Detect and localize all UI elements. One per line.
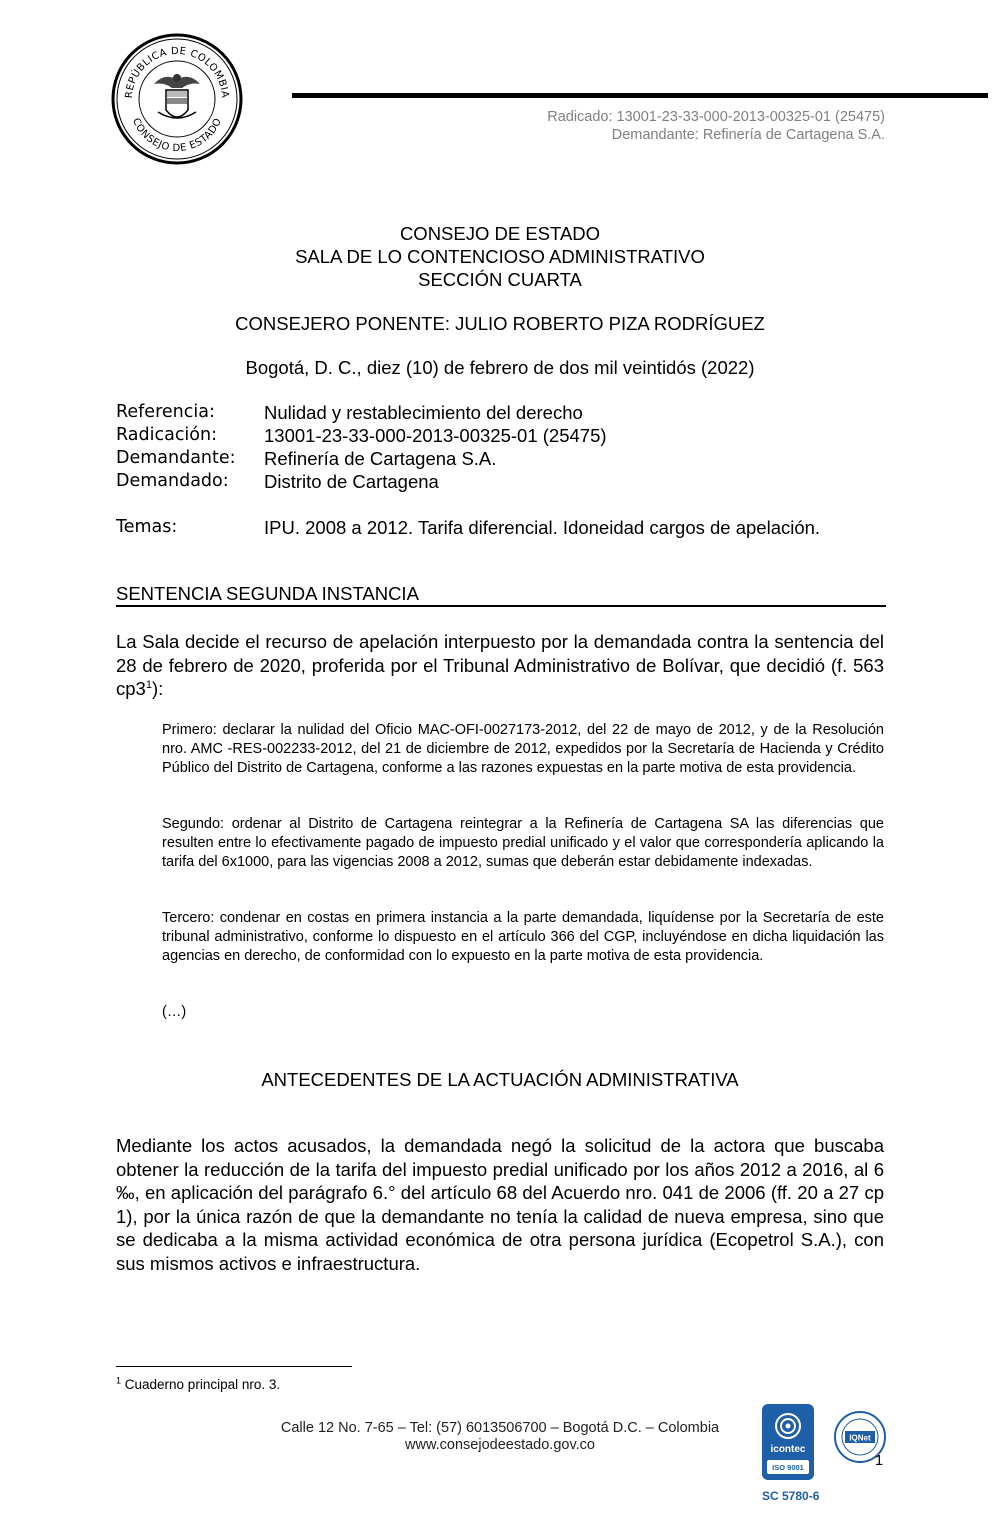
reference-row — [116, 447, 607, 470]
reference-value: Refinería de Cartagena S.A. — [264, 448, 497, 469]
footnote-rule — [116, 1366, 352, 1367]
reference-row — [116, 401, 607, 424]
court-line-1: CONSEJO DE ESTADO — [399, 223, 601, 244]
body-paragraph: Mediante los actos acusados, la demandada negó la solicitud de la actora que buscaba obtener la reducción de la tarifa del impuesto predial unificado por los años 2012 a 2016, al 6 ‰, en aplicación del parágrafo 6.° del artículo 68 del Acuerdo nro. 041 de 2006 (ff. 20 a 27 cp 1), por la única razón de que la demandante no tenía la calidad de nueva empresa, sino que se dedicaba a la misma actividad económica de otra persona jurídica (Ecopetrol S.A.), con sus mismos activos e infraestructura. — [116, 1135, 884, 1274]
header-demandante: Demandante: Refinería de Cartagena S.A. — [611, 127, 885, 143]
consejero-ponente: CONSEJERO PONENTE: JULIO ROBERTO PIZA RODRÍGUEZ — [235, 313, 765, 334]
court-line-3: SECCIÓN CUARTA — [418, 269, 582, 290]
date-line: Bogotá, D. C., diez (10) de febrero de dos mil veintidós (2022) — [245, 357, 755, 378]
footer-website-link[interactable]: www.consejodeestado.gov.co — [405, 1437, 595, 1453]
sentencia-heading: SENTENCIA SEGUNDA INSTANCIA — [116, 582, 886, 607]
consejo-de-estado-seal — [110, 32, 244, 166]
iso-label: ISO 9001 — [772, 1463, 804, 1472]
reference-label: Demandado: — [116, 471, 229, 491]
temas-label: Temas: — [116, 517, 178, 537]
intro-text: La Sala decide el recurso de apelación interpuesto por la demandada contra la sentencia del 28 de febrero de 2020, proferida por el Tribunal Administrativo de Bolívar, que decidió (f. 563 cp3 — [116, 631, 884, 699]
quote-ellipsis: (…) — [162, 1004, 187, 1020]
svg-text:CONSEJO DE ESTADO — [130, 117, 224, 155]
icontec-label: icontec — [770, 1444, 806, 1455]
page-number: 1 — [875, 1453, 884, 1469]
temas-value: IPU. 2008 a 2012. Tarifa diferencial. Idoneidad cargos de apelación. — [264, 517, 821, 538]
iqnet-label: IQNet — [849, 1433, 871, 1443]
footer-address-line: Calle 12 No. 7-65 – Tel: (57) 6013506700 – Bogotá D.C. – Colombia — [280, 1420, 720, 1436]
reference-value: Nulidad y restablecimiento del derecho — [264, 402, 583, 423]
quote-paragraph-primero: Primero: declarar la nulidad del Oficio MAC-OFI-0027173-2012, del 22 de mayo de 2012, y de la Resolución nro. AMC -RES-002233-2012, del 21 de diciembre de 2012, expedidos por la Secretaría de Hacienda y Crédito Público del Distrito de Cartagena, conforme a las razones expuestas en la parte motiva de esta providencia. — [162, 722, 884, 776]
footnote-text: Cuaderno principal nro. 3. — [121, 1377, 281, 1392]
certification-code: SC 5780-6 — [762, 1489, 820, 1503]
footer-address — [250, 1420, 750, 1454]
icontec-certification-logo — [762, 1404, 814, 1480]
reference-value: Distrito de Cartagena — [264, 471, 439, 492]
reference-row — [116, 424, 607, 447]
temas-row — [116, 516, 820, 539]
reference-label: Demandante: — [116, 448, 236, 468]
intro-paragraph — [116, 630, 884, 701]
seal-text-top: REPÚBLICA DE COLOMBIA — [123, 45, 231, 99]
reference-table — [116, 401, 607, 493]
seal-text-bottom: CONSEJO DE ESTADO — [129, 116, 225, 155]
footnote-mark: 1 — [116, 1375, 122, 1386]
reference-value: 13001-23-33-000-2013-00325-01 (25475) — [264, 425, 607, 446]
reference-label: Radicación: — [116, 425, 217, 445]
reference-row — [116, 470, 607, 493]
header-rule — [292, 93, 988, 98]
quote-paragraph-tercero: Tercero: condenar en costas en primera instancia a la parte demandada, liquídense por la Secretaría de este tribunal administrativo, conforme lo dispuesto en el artículo 366 del CGP, incluyéndose en dicha liquidación las agencias en derecho, de conformidad con lo expuesto en la parte motiva de esta providencia. — [162, 910, 884, 964]
footnote-reference[interactable]: 1 — [145, 678, 152, 691]
header-meta — [547, 108, 885, 144]
header-radicado: Radicado: 13001-23-33-000-2013-00325-01 (25475) — [547, 109, 885, 125]
footnote — [116, 1376, 280, 1393]
court-title — [0, 222, 1000, 291]
quote-paragraph-segundo: Segundo: ordenar al Distrito de Cartagena reintegrar a la Refinería de Cartagena SA las diferencias que resulten entre lo efectivamente pagado de impuesto predial unificado y el valor que correspondería aplicando la tarifa del 6x1000, para las vigencias 2008 a 2012, sumas que deberán estar debidamente indexadas. — [162, 816, 884, 870]
intro-text-end: ): — [151, 678, 164, 699]
court-line-2: SALA DE LO CONTENCIOSO ADMINISTRATIVO — [295, 246, 705, 267]
reference-label: Referencia: — [116, 402, 215, 422]
antecedentes-heading: ANTECEDENTES DE LA ACTUACIÓN ADMINISTRATIVA — [261, 1069, 739, 1090]
